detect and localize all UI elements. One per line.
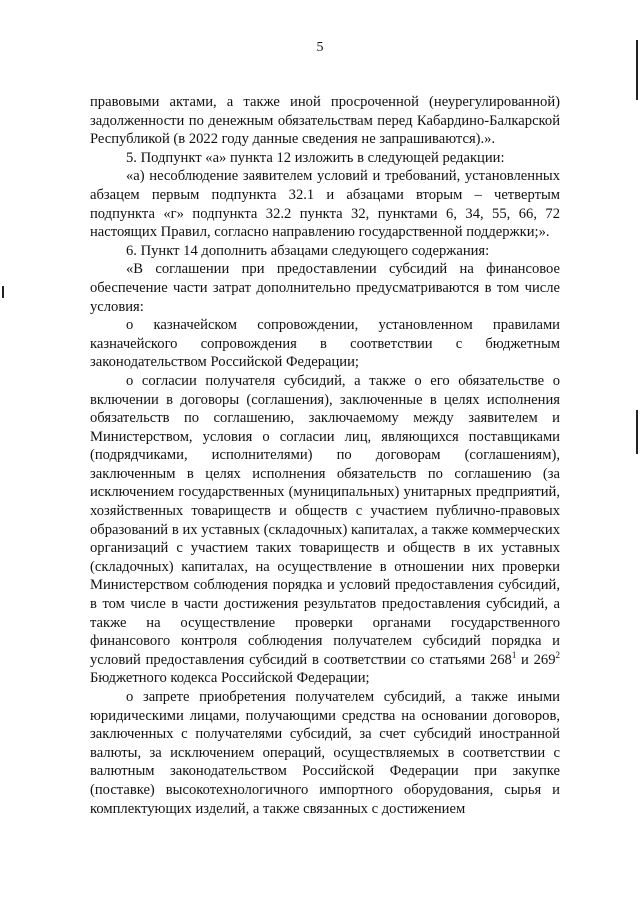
scan-edge-mark-left	[2, 286, 4, 298]
scan-edge-mark-right-middle	[636, 410, 638, 454]
paragraph-consent-condition	[90, 372, 560, 688]
paragraph-continuation: правовыми актами, а также иной просроченной (неурегулированной) задолженности по денежным обязательствам перед Кабардино-Балкарской Республикой (в 2022 году данные сведения не запрашиваются).».	[90, 94, 560, 148]
page-number: 5	[316, 40, 324, 55]
consent-text-after: Бюджетного кодекса Российской Федерации;	[90, 670, 370, 687]
paragraph-treasury-support: о казначейском сопровождении, установленном правилами казначейского сопровождения в соответствии с бюджетным законодательством Российской Федерации;	[90, 317, 560, 371]
footnote-sup-2: 2	[555, 649, 560, 660]
paragraph-item-5: 5. Подпункт «а» пункта 12 изложить в следующей редакции:	[126, 149, 505, 166]
consent-text-middle: и 269	[516, 651, 556, 668]
footnote-sup-1: 1	[511, 649, 517, 660]
document-body	[90, 93, 560, 818]
paragraph-item-6: 6. Пункт 14 дополнить абзацами следующего содержания:	[126, 242, 490, 259]
paragraph-agreement-intro: «В соглашении при предоставлении субсидий на финансовое обеспечение части затрат дополнительно предусматриваются в том числе условия:	[90, 261, 560, 315]
scan-edge-mark-top-right	[636, 40, 638, 100]
paragraph-currency-ban: о запрете приобретения получателем субсидий, а также иными юридическими лицами, получающими средства на основании договоров, заключенных с получателями субсидий, за счет субсидий иностранной валюты, за исключением операций, осуществляемых в соответствии с валютным законодательством Российской Федерации при закупке (поставке) высокотехнологичного импортного оборудования, сырья и комплектующих изделий, а также связанных с достижением	[90, 689, 560, 817]
paragraph-subitem-a: «а) несоблюдение заявителем условий и требований, установленных абзацем первым подпункта 32.1 и абзацами вторым – четвертым подпункта «г» подпункта 32.2 пункта 32, пунктами 6, 34, 55, 66, 72 настоящих Правил, согласно направлению государственной поддержки;».	[90, 168, 560, 241]
consent-text-before: о согласии получателя субсидий, а также о его обязательстве о включении в договоры (соглашения), заключенные в целях исполнения обязательств по соглашению, заключаемому между заявителем и Министерством, условия о согласии лиц, являющихся поставщиками (подрядчиками, исполнителями) по договорам (соглашениям), заключенным в целях исполнения обязательств по соглашению (за исключением государственных (муниципальных) унитарных предприятий, хозяйственных товариществ и обществ с участием публично-правовых образований в их уставных (складочных) капиталах, а также коммерческих организаций с участием таких товариществ и обществ в их уставных (складочных) капиталах, на осуществление в отношении них проверки Министерством соблюдения порядка и условий предоставления субсидий, в том числе в части достижения результатов предоставления субсидий, а также на осуществление проверки органами государственного финансового контроля соблюдения получателем субсидий порядка и условий предоставления субсидий в соответствии со статьями 268	[90, 372, 560, 668]
